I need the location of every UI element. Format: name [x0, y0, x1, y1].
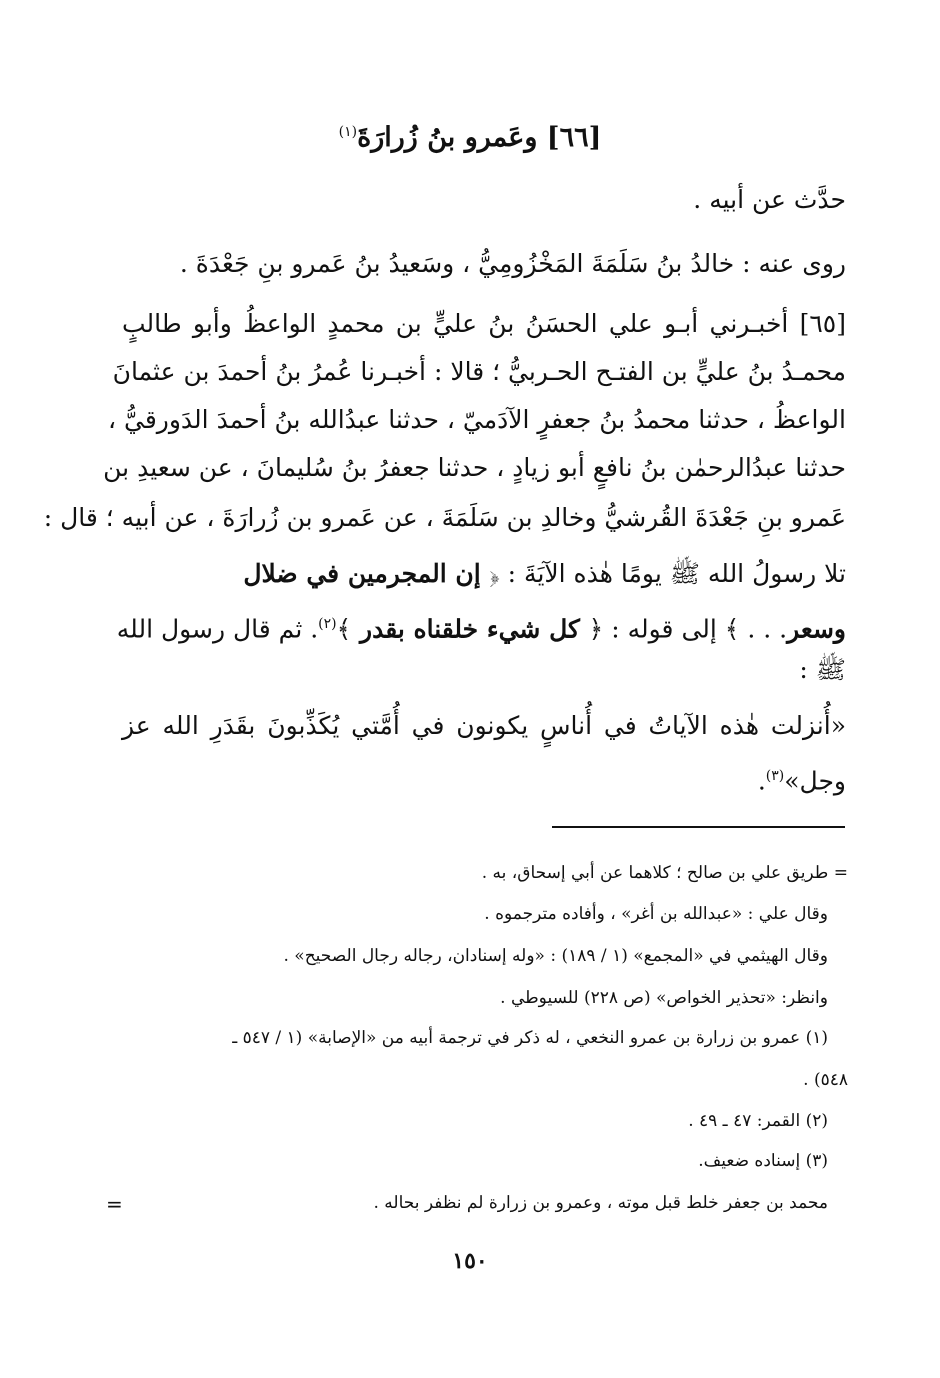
continuation-mark: = — [106, 1192, 123, 1216]
quran-bracket-close: ﴾ — [336, 614, 352, 644]
page-number: ١٥٠ — [452, 1248, 488, 1274]
body-line-12 — [122, 750, 846, 807]
footnote-line-1: = طريق علي بن صالح ؛ كلاهما عن أبي إسحاق، به . — [481, 863, 848, 883]
quran-quote-2: كل شيء خلقناه بقدر — [351, 614, 589, 644]
body-line-10: ﷺ : — [799, 655, 846, 684]
quran-bridge: . . . ﴾ إلى قوله : ﴿ — [588, 614, 788, 644]
heading-footnote-ref: (١) — [338, 124, 358, 140]
footnote-3: (٣) إسناده ضعيف. — [698, 1151, 828, 1171]
body-line-2: روى عنه : خالدُ بنُ سَلَمَةَ المَخْزُومِيُّ ، وسَعيدُ بنُ عَمرو بنِ جَعْدَةَ . — [179, 249, 846, 278]
footnote-line-3: وقال الهيثمي في «المجمع» (١ / ١٨٩) : «وله إسنادان، رجاله رجال الصحيح» . — [283, 946, 828, 966]
body-line-11: «أُنزلت هٰذه الآياتُ في أُناسٍ يكونون في أُمَّتي يُكَذِّبونَ بقَدَرِ الله عز — [122, 711, 846, 740]
footnote-2: (٢) القمر: ٤٧ ـ ٤٩ . — [688, 1111, 828, 1131]
body-line-5: الواعظُ ، حدثنا محمدُ بنُ جعفرٍ الآدَميّ ، حدثنا عبدُالله بنُ أحمدَ الدَورقيُّ ، — [107, 405, 846, 434]
footnote-ref-3: (٣) — [765, 768, 785, 784]
footnote-separator — [552, 826, 845, 828]
entry-heading — [100, 122, 840, 153]
footnote-ref-2: (٢) — [318, 616, 337, 632]
hadith-end: وجل» — [784, 766, 846, 796]
body-line-3: [٦٥] أخبـرني أبـو علي الحسَنُ بنُ عليٍّ بن محمدٍ الواعظُ وأبو طالبٍ — [122, 309, 846, 338]
body-line-7: عَمرو بنِ جَعْدَةَ القُرشيُّ وخالدِ بن سَلَمَةَ ، عن عَمرو بن زُرارَةَ ، عن أبيه ؛ قال : — [43, 503, 846, 532]
body-line-12-tail: . — [757, 766, 766, 796]
body-line-4: محمـدُ بنُ عليٍّ بن الفتـح الحـربيُّ ؛ قالا : أخبـرنا عُمرُ بنُ أحمدَ بن عثمانَ — [112, 357, 846, 386]
body-line-6: حدثنا عبدُالرحمٰن بنُ نافعٍ أبو زيادٍ ، حدثنا جعفرُ بنُ سُليمانَ ، عن سعيدِ بن — [103, 453, 846, 482]
body-line-9-tail: . ثم قال رسول الله — [116, 614, 319, 644]
hadith-intro: تلا رسولُ الله ﷺ يومًا هٰذه الآيَةَ : ﴿ — [489, 559, 846, 588]
quran-quote-1: إن المجرمين في ضلال — [243, 559, 490, 588]
footnote-line-4: وانظر: «تحذير الخواص» (ص ٢٢٨) للسيوطي . — [500, 988, 828, 1008]
body-line-8 — [122, 548, 846, 600]
footnote-line-2: وقال علي : «عبدالله بن أغر» ، وأفاده مترجموه . — [484, 904, 828, 924]
entry-title: [٦٦] وعَمرو بنُ زُرارَةَ — [357, 122, 602, 153]
body-line-1: حدَّث عن أبيه . — [693, 185, 846, 214]
footnote-continuation: محمد بن جعفر خلط قبل موته ، وعمرو بن زرارة لم نظفر بحاله . — [373, 1193, 828, 1213]
quran-quote-1-end: وسعر — [787, 614, 846, 644]
footnote-1-cont: ٥٤٨) . — [803, 1070, 848, 1090]
footnote-1: (١) عمرو بن زرارة بن عمرو النخعي ، له ذكر في ترجمة أبيه من «الإصابة» (١ / ٥٤٧ ـ — [232, 1028, 828, 1048]
